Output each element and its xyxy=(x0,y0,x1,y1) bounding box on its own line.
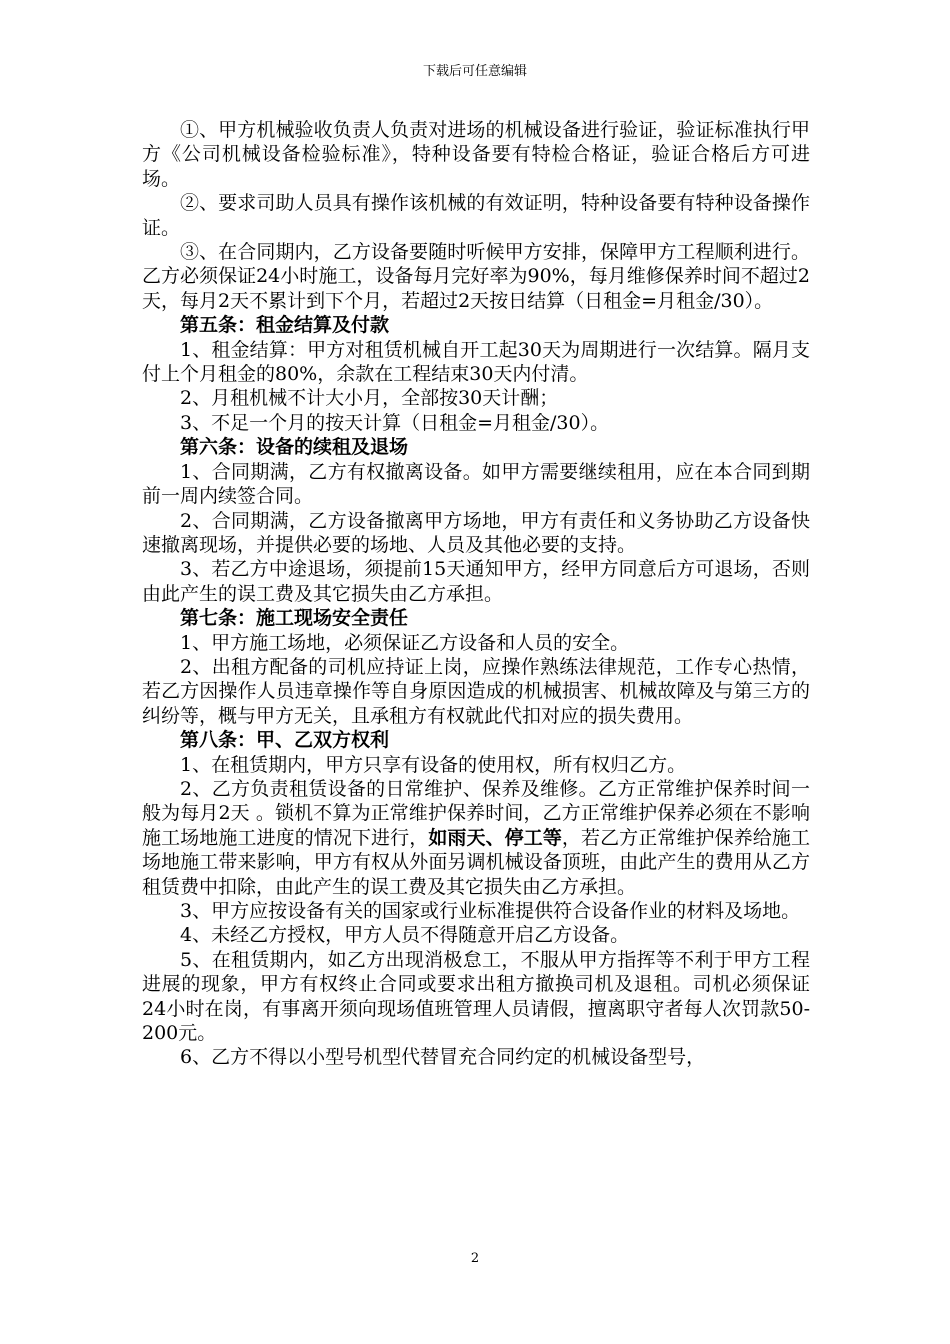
clause-5-item-2: 2、月租机械不计大小月，全部按30天计酬； xyxy=(180,387,559,410)
document-body xyxy=(142,118,810,1070)
clause-7-item-2: 2、出租方配备的司机应持证上岗，应操作熟练法律规范，工作专心热情，若乙方因操作人员违章操作等自身原因造成的机械损害、机械故障及与第三方的纠纷等，概与甲方无关，且承租方有权就此代扣对应的损失费用。 xyxy=(142,655,810,727)
page-header: 下载后可任意编辑 xyxy=(422,64,527,79)
clause-8-item-2-bold: 如雨天、停工等 xyxy=(428,826,562,849)
clause-8-item-3: 3、甲方应按设备有关的国家或行业标准提供符合设备作业的材料及场地。 xyxy=(180,900,801,922)
clause-4-item-1: ①、甲方机械验收负责人负责对进场的机械设备进行验证，验证标准执行甲方《公司机械设备检验标准》，特种设备要有特检合格证，验证合格后方可进场。 xyxy=(142,119,810,190)
clause-6-item-1: 1、合同期满，乙方有权撤离设备。如甲方需要继续租用，应在本合同到期前一周内续签合同。 xyxy=(142,460,810,508)
clause-8-item-2-text-b: ，若乙方正常维护保养给施工场地施工带来影响，甲方有权从外面另调机械设备顶班，由此产生的费用从乙方租赁费中扣除，由此产生的误工费及其它损失由乙方承担。 xyxy=(142,826,810,898)
clause-5-item-3: 3、不足一个月的按天计算（日租金=月租金/30）。 xyxy=(180,411,610,434)
clause-8-heading: 第八条：甲、乙双方权利 xyxy=(180,729,390,752)
clause-6-item-2: 2、合同期满，乙方设备撤离甲方场地，甲方有责任和义务协助乙方设备快速撤离现场，并提供必要的场地、人员及其他必要的支持。 xyxy=(142,509,810,556)
clause-8-item-1: 1、在租赁期内，甲方只享有设备的使用权，所有权归乙方。 xyxy=(180,753,687,776)
clause-6-heading: 第六条：设备的续租及退场 xyxy=(180,436,409,459)
clause-8-item-2 xyxy=(142,777,810,899)
clause-7-item-1: 1、甲方施工场地，必须保证乙方设备和人员的安全。 xyxy=(180,631,630,654)
clause-8-item-6: 6、乙方不得以小型号机型代替冒充合同约定的机械设备型号， xyxy=(180,1046,706,1069)
page-number: 2 xyxy=(470,1251,480,1266)
clause-7-heading: 第七条：施工现场安全责任 xyxy=(180,607,409,630)
clause-5-heading: 第五条：租金结算及付款 xyxy=(180,314,390,337)
clause-8-item-4: 4、未经乙方授权，甲方人员不得随意开启乙方设备。 xyxy=(180,924,630,947)
clause-6-item-3: 3、若乙方中途退场，须提前15天通知甲方，经甲方同意后方可退场，否则由此产生的误工费及其它损失由乙方承担。 xyxy=(142,558,810,605)
clause-8-item-5: 5、在租赁期内，如乙方出现消极怠工，不服从甲方指挥等不利于甲方工程进展的现象，甲方有权终止合同或要求出租方撤换司机及退租。司机必须保证24小时在岗，有事离开须向现场值班管理人员请假，擅离职守者每人次罚款50-200元。 xyxy=(142,948,810,1045)
clause-5-item-1: 1、租金结算：甲方对租赁机械自开工起30天为周期进行一次结算。隔月支付上个月租金的80%，余款在工程结束30天内付清。 xyxy=(142,338,810,386)
clause-4-item-3: ③、在合同期内，乙方设备要随时听候甲方安排，保障甲方工程顺利进行。乙方必须保证24小时施工，设备每月完好率为90%，每月维修保养时间不超过2天，每月2天不累计到下个月，若超过2天按日结算（日租金=月租金/30）。 xyxy=(142,241,810,312)
clause-4-item-2: ②、要求司助人员具有操作该机械的有效证明，特种设备要有特种设备操作证。 xyxy=(142,192,810,239)
clause-8-item-2-text-a: 2、乙方负责租赁设备的日常维护、保养及维修。乙方正常维护保养时间一般为每月2天 。锁机不算为正常维护保养时间，乙方正常维护保养必须在不影响施工场地施工进度的情况下进行， xyxy=(142,777,810,849)
